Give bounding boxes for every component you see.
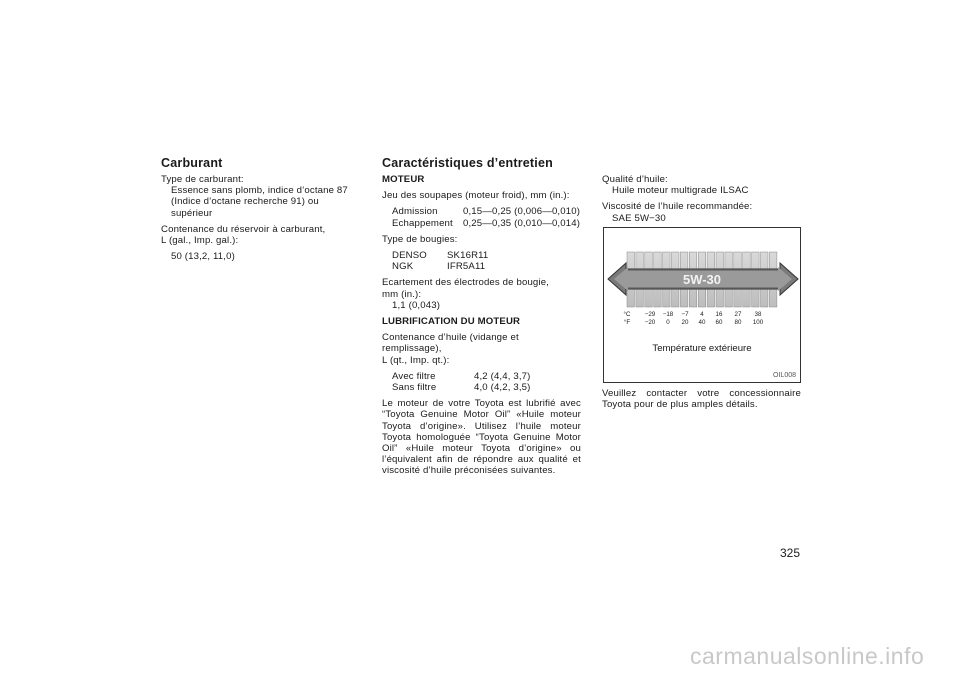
temperature-caption: Température extérieure (652, 343, 752, 354)
oil-row-value: 4,2 (4,4, 3,7) (474, 370, 531, 382)
oil-capacity-line1: Contenance d’huile (vidange et remplissage), (382, 332, 519, 355)
page-number: 325 (780, 546, 801, 560)
oil-row-without-filter (382, 382, 581, 393)
fahrenheit-tick: 60 (715, 319, 723, 326)
oil-capacity-line2: L (qt., Imp. qt.): (382, 354, 450, 366)
celsius-tick: −18 (662, 311, 674, 318)
plug-row-ngk (382, 261, 581, 272)
celsius-tick: 27 (734, 311, 742, 318)
celsius-tick: 38 (754, 311, 762, 318)
oil-row-name: Avec filtre (392, 370, 436, 382)
watermark: carmanualsonline.info (690, 643, 925, 669)
spark-plug-label: Type de bougies: (382, 233, 458, 245)
oil-spec-section (602, 174, 801, 224)
fahrenheit-tick: 100 (752, 319, 764, 326)
fuel-type-line2: (Indice d’octane recherche 91) ou supérieur (171, 196, 319, 219)
viscosity-chart-graphic (604, 228, 800, 382)
viscosity-band-label: 5W-30 (682, 272, 722, 287)
valve-value: 0,15—0,25 (0,006—0,010) (463, 206, 581, 218)
celsius-tick: −7 (681, 311, 689, 318)
engine-title: MOTEUR (382, 174, 425, 185)
plug-brand: DENSO (392, 250, 427, 262)
fahrenheit-tick: 20 (681, 319, 689, 326)
fahrenheit-tick: 40 (698, 319, 706, 326)
maintenance-section (382, 174, 581, 477)
plug-brand: NGK (392, 261, 414, 273)
celsius-tick: 4 (700, 311, 704, 318)
fahrenheit-tick: 0 (666, 319, 670, 326)
oil-row-value: 4,0 (4,2, 3,5) (474, 382, 531, 394)
plug-model: IFR5A11 (447, 261, 486, 273)
temperature-ticks (624, 311, 764, 326)
lubrication-title: LUBRIFICATION DU MOTEUR (382, 316, 521, 328)
figure-code: OIL008 (773, 372, 796, 379)
valve-name: Admission (392, 206, 438, 218)
plug-row-denso (382, 250, 581, 261)
heading-carburant: Carburant (161, 156, 223, 170)
heading-caracteristiques: Caractéristiques d’entretien (382, 156, 553, 170)
oil-row-name: Sans filtre (392, 382, 437, 394)
contact-dealer-text: Veuillez contacter votre concessionnaire Toyota pour de plus amples détails. (602, 388, 801, 411)
plug-gap-label-line1: Ecartement des électrodes de bougie, (382, 277, 549, 289)
valve-clearance-label: Jeu des soupapes (moteur froid), mm (in.): (382, 190, 570, 202)
celsius-tick: 16 (715, 311, 723, 318)
tank-label-line1: Contenance du réservoir à carburant, (161, 223, 326, 235)
valve-name: Echappement (392, 217, 453, 229)
oil-row-with-filter (382, 371, 581, 382)
tank-label-line2: L (gal., Imp. gal.): (161, 235, 239, 247)
oil-paragraph: Le moteur de votre Toyota est lubrifié avec “Toyota Genuine Motor Oil” «Huile moteur Toyota d’origine». Utilisez l’huile moteur Toyota homologuée “Toyota Genuine Motor Oil” «Huile moteur Toyota d’origine» ou l’équivalent afin de répondre aux qualité et viscosité d’huile préconisées suivantes. (382, 398, 581, 477)
valve-row-echappement (382, 218, 581, 229)
fuel-type-label: Type de carburant: (161, 174, 244, 185)
valve-value: 0,25—0,35 (0,010—0,014) (463, 217, 581, 229)
fuel-section (161, 174, 361, 262)
viscosity-chart (603, 227, 801, 383)
oil-quality-label: Qualité d’huile: (602, 174, 668, 185)
fuel-type-line1: Essence sans plomb, indice d’octane 87 (171, 185, 348, 197)
tank-value: 50 (13,2, 11,0) (171, 251, 235, 263)
fahrenheit-tick: −20 (644, 319, 656, 326)
valve-row-admission (382, 206, 581, 217)
viscosity-label: Viscosité de l’huile recommandée: (602, 201, 753, 213)
viscosity-value: SAE 5W−30 (612, 212, 666, 224)
celsius-unit: °C (623, 311, 631, 318)
plug-model: SK16R11 (447, 250, 489, 262)
plug-gap-label-line2: mm (in.): (382, 288, 422, 300)
celsius-tick: −29 (644, 311, 656, 318)
fahrenheit-tick: 80 (734, 319, 742, 326)
oil-quality-value: Huile moteur multigrade ILSAC (612, 185, 749, 197)
fahrenheit-unit: °F (623, 319, 631, 326)
plug-gap-value: 1,1 (0,043) (392, 299, 441, 311)
